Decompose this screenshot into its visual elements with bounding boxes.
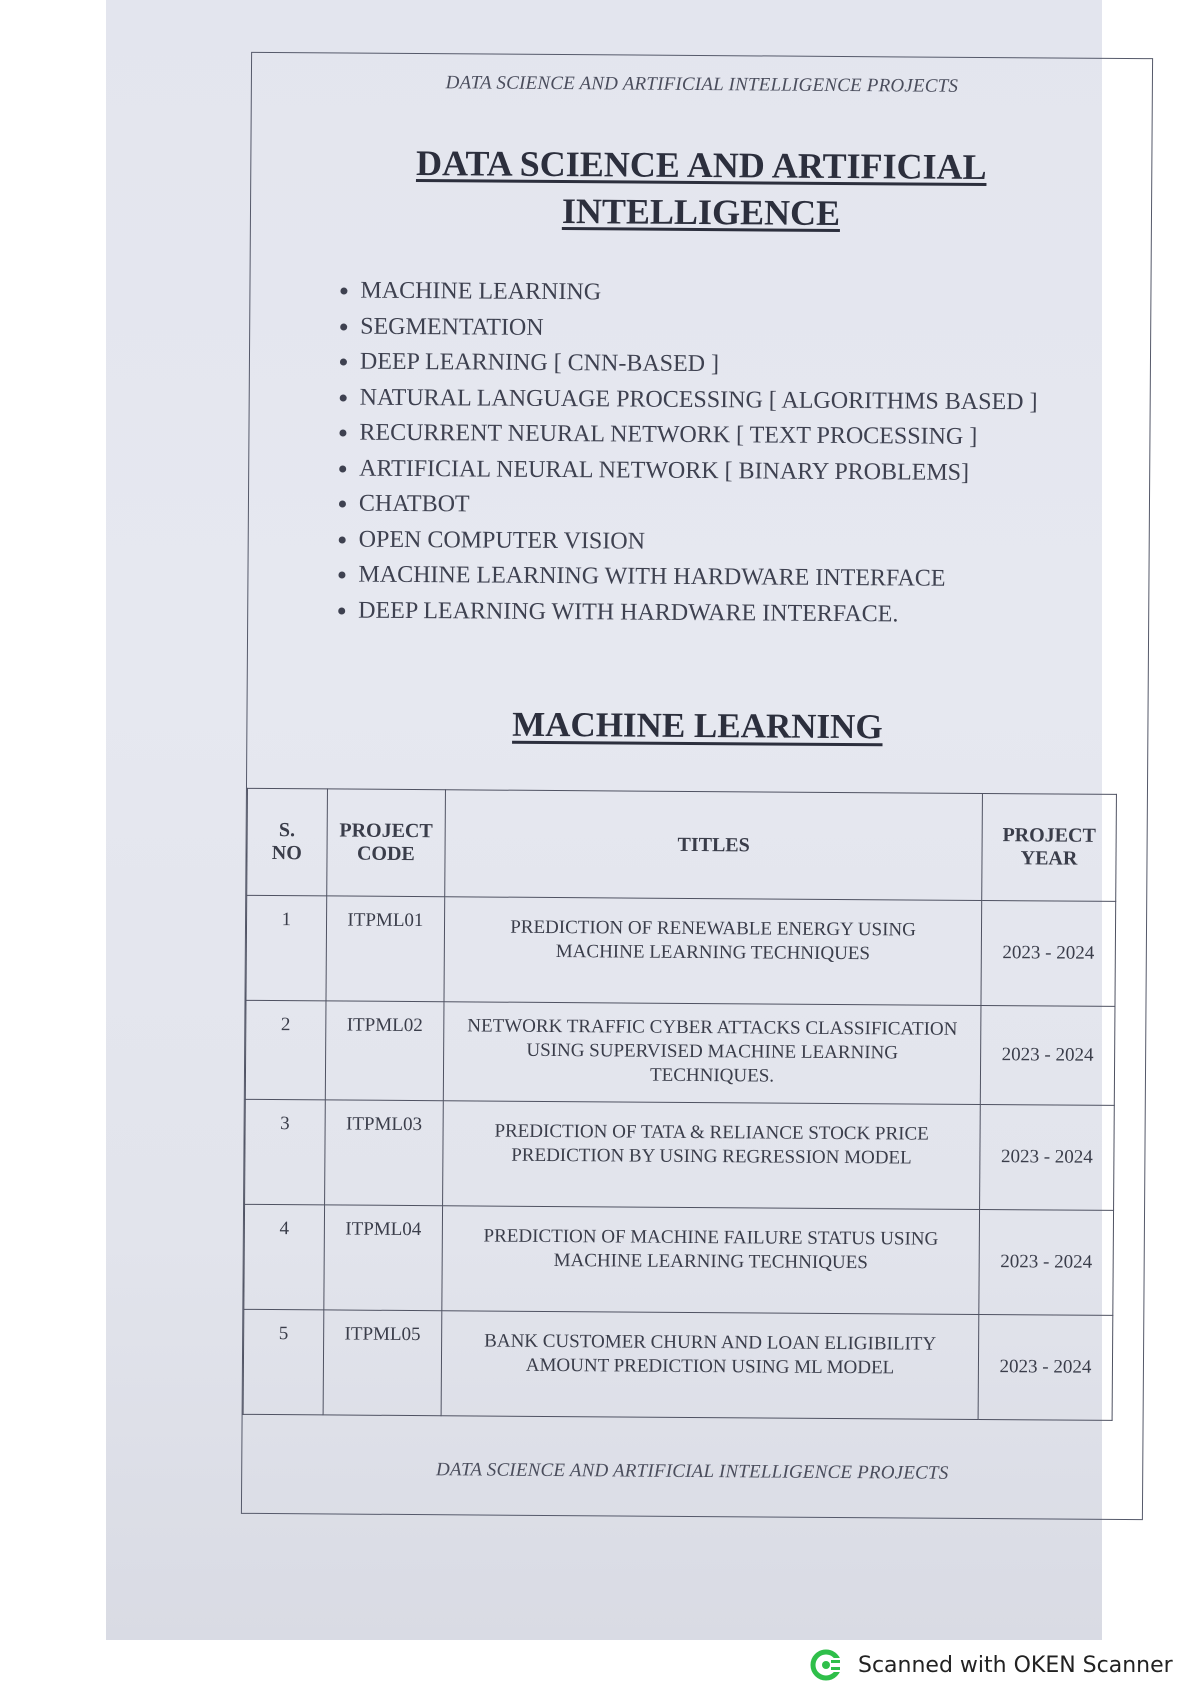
topic-item: • MACHINE LEARNING bbox=[360, 274, 1038, 314]
cell-year: 2023 - 2024 bbox=[979, 1209, 1114, 1315]
main-title-line2: INTELLIGENCE bbox=[561, 191, 841, 233]
cell-title-line2: AMOUNT PREDICTION USING ML MODEL bbox=[525, 1354, 895, 1379]
cell-sno: 5 bbox=[243, 1309, 323, 1415]
scanner-logo-icon bbox=[810, 1647, 846, 1683]
cell-sno: 4 bbox=[244, 1204, 324, 1310]
cell-year: 2023 - 2024 bbox=[978, 1314, 1113, 1420]
cell-sno: 3 bbox=[245, 1099, 325, 1205]
cell-code: ITPML03 bbox=[324, 1100, 443, 1206]
topic-item: • SEGMENTATION bbox=[360, 309, 1038, 349]
topic-item: • OPEN COMPUTER VISION bbox=[359, 522, 1037, 562]
cell-title-line2: PREDICTION BY USING REGRESSION MODEL bbox=[511, 1144, 912, 1169]
table-row bbox=[245, 1099, 1115, 1210]
cell-title bbox=[441, 1311, 979, 1420]
header-sno-line2: NO bbox=[271, 842, 302, 865]
scanner-watermark-text: Scanned with OKEN Scanner bbox=[858, 1652, 1173, 1678]
header-titles: TITLES bbox=[445, 790, 983, 901]
topic-item: • CHATBOT bbox=[359, 487, 1037, 527]
cell-title bbox=[443, 1002, 981, 1105]
cell-title bbox=[442, 1206, 980, 1315]
cell-year: 2023 - 2024 bbox=[981, 900, 1116, 1006]
topic-item: • MACHINE LEARNING WITH HARDWARE INTERFACE bbox=[358, 558, 1036, 598]
projects-table bbox=[243, 788, 1117, 1421]
topics-list bbox=[328, 273, 1038, 633]
table-row bbox=[245, 1000, 1115, 1105]
topic-item: • ARTIFICIAL NEURAL NETWORK [ BINARY PROBLEMS] bbox=[359, 451, 1037, 491]
cell-title-line1: NETWORK TRAFFIC CYBER ATTACKS CLASSIFICATION bbox=[467, 1015, 958, 1040]
header-year-line1: PROJECT bbox=[1002, 824, 1096, 847]
header-code-line1: PROJECT bbox=[339, 819, 433, 843]
table-row bbox=[244, 1204, 1114, 1315]
topic-item: • NATURAL LANGUAGE PROCESSING [ ALGORITHMS BASED ] bbox=[360, 380, 1038, 420]
cell-code: ITPML04 bbox=[324, 1205, 443, 1311]
cell-title-line1: BANK CUSTOMER CHURN AND LOAN ELIGIBILITY bbox=[484, 1330, 937, 1355]
scanner-watermark bbox=[810, 1647, 1173, 1683]
header-project-code bbox=[326, 789, 445, 897]
cell-title-line2: USING SUPERVISED MACHINE LEARNING bbox=[526, 1039, 899, 1064]
cell-title-line3: TECHNIQUES. bbox=[649, 1064, 775, 1087]
header-sno bbox=[247, 788, 327, 896]
section-title: MACHINE LEARNING bbox=[512, 704, 883, 747]
cell-code: ITPML05 bbox=[323, 1310, 442, 1416]
header-project-year bbox=[982, 793, 1117, 901]
cell-year: 2023 - 2024 bbox=[980, 1005, 1115, 1105]
table-row bbox=[246, 895, 1116, 1006]
main-title bbox=[251, 139, 1152, 239]
topic-item: • DEEP LEARNING WITH HARDWARE INTERFACE. bbox=[358, 593, 1036, 633]
main-title-line1: DATA SCIENCE AND ARTIFICIAL bbox=[415, 143, 987, 188]
header-code-line2: CODE bbox=[356, 842, 415, 866]
cell-code: ITPML01 bbox=[326, 896, 445, 1002]
cell-title-line1: PREDICTION OF MACHINE FAILURE STATUS USING bbox=[483, 1225, 939, 1250]
page-border-frame bbox=[241, 52, 1153, 1520]
cell-year: 2023 - 2024 bbox=[980, 1104, 1115, 1210]
header-sno-line1: S. bbox=[278, 819, 296, 842]
header-year-line2: YEAR bbox=[1020, 847, 1078, 870]
cell-sno: 2 bbox=[245, 1000, 325, 1100]
topic-item: • RECURRENT NEURAL NETWORK [ TEXT PROCESSING ] bbox=[359, 416, 1037, 456]
cell-title bbox=[444, 897, 982, 1006]
running-head-bottom: DATA SCIENCE AND ARTIFICIAL INTELLIGENCE PROJECTS bbox=[435, 1459, 949, 1484]
topic-item: • DEEP LEARNING [ CNN-BASED ] bbox=[360, 345, 1038, 385]
cell-title-line1: PREDICTION OF TATA & RELIANCE STOCK PRICE bbox=[494, 1120, 929, 1145]
cell-title bbox=[443, 1101, 981, 1210]
running-head-top: DATA SCIENCE AND ARTIFICIAL INTELLIGENCE PROJECTS bbox=[445, 72, 959, 97]
cell-title-line1: PREDICTION OF RENEWABLE ENERGY USING bbox=[510, 916, 916, 941]
table-header-row bbox=[247, 788, 1117, 901]
cell-title-line2: MACHINE LEARNING TECHNIQUES bbox=[553, 1250, 868, 1274]
table-row bbox=[243, 1309, 1113, 1420]
cell-code: ITPML02 bbox=[325, 1001, 444, 1101]
scanned-page bbox=[106, 0, 1102, 1640]
cell-sno: 1 bbox=[246, 895, 326, 1001]
cell-title-line2: MACHINE LEARNING TECHNIQUES bbox=[555, 941, 871, 965]
